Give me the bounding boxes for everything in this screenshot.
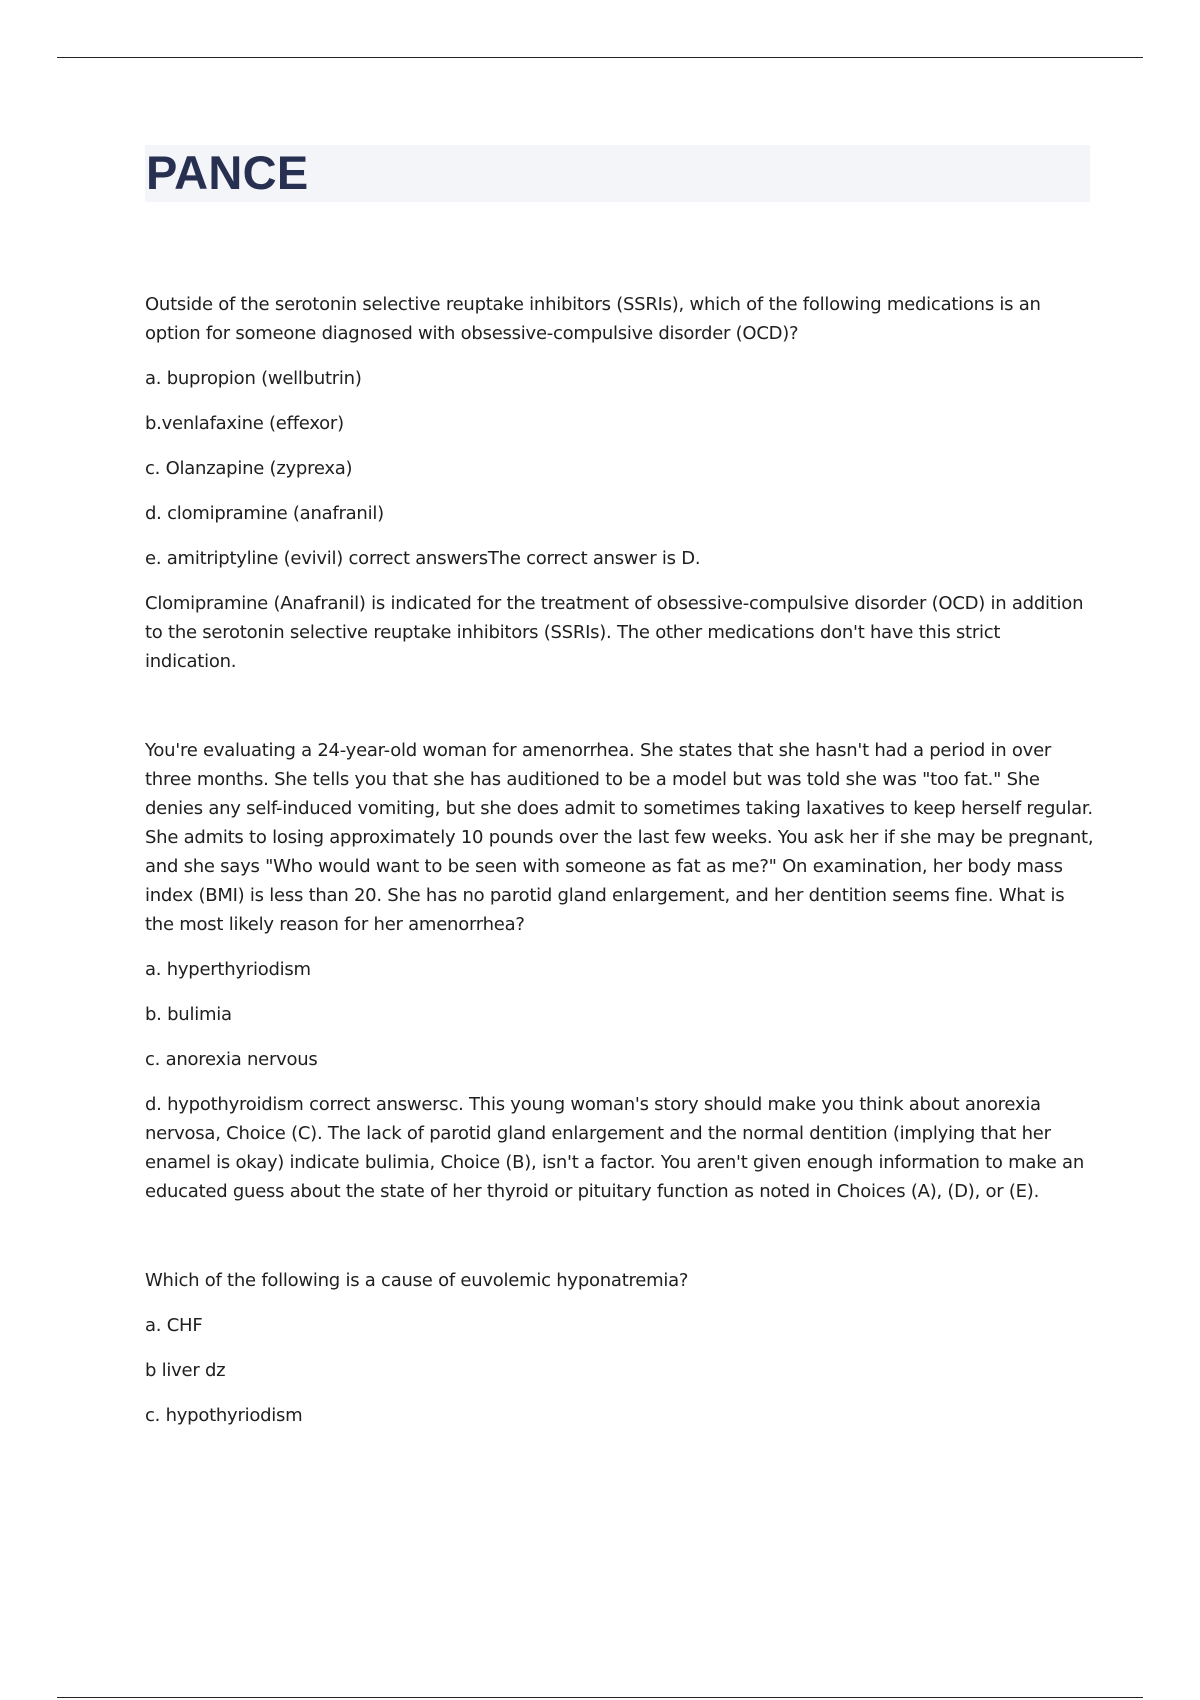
- question-prompt: You're evaluating a 24-year-old woman for amenorrhea. She states that she hasn't had a period in over three months. She tells you that she has auditioned to be a model but was told she was "too fat." She denies any self-induced vomiting, but she does admit to sometimes taking laxatives to keep herself regular. She admits to losing approximately 10 pounds over the last few weeks. You ask her if she may be pregnant, and she says "Who would want to be seen with someone as fat as me?" On examination, her body mass index (BMI) is less than 20. She has no parotid gland enlargement, and her dentition seems fine. What is the most likely reason for her amenorrhea?: [145, 740, 1094, 935]
- answer-option: d. clomipramine (anafranil): [145, 503, 384, 524]
- answer-option: a. CHF: [145, 1315, 203, 1336]
- answer-option: a. hyperthyriodism: [145, 959, 311, 980]
- document-body: [145, 290, 1095, 1430]
- bottom-rule: [57, 1697, 1143, 1698]
- answer-option: c. Olanzapine (zyprexa): [145, 458, 353, 479]
- answer-option: b.venlafaxine (effexor): [145, 413, 344, 434]
- question-block-3: [145, 1266, 1095, 1430]
- answer-option: d. hypothyroidism correct answersc. This young woman's story should make you think about anorexia nervosa, Choice (C). The lack of parotid gland enlargement and the normal dentition (implying that her enamel is okay) indicate bulimia, Choice (B), isn't a factor. You aren't given enough information to make an educated guess about the state of her thyroid or pituitary function as noted in Choices (A), (D), or (E).: [145, 1094, 1084, 1202]
- answer-explanation: Clomipramine (Anafranil) is indicated for the treatment of obsessive-compulsive disorder (OCD) in addition to the serotonin selective reuptake inhibitors (SSRIs). The other medications don't have this strict indication.: [145, 593, 1084, 672]
- question-block-1: [145, 290, 1095, 676]
- answer-option: a. bupropion (wellbutrin): [145, 368, 362, 389]
- question-block-2: [145, 736, 1095, 1206]
- answer-option: c. anorexia nervous: [145, 1049, 318, 1070]
- top-rule: [57, 57, 1143, 58]
- answer-option: b liver dz: [145, 1360, 226, 1381]
- answer-option: b. bulimia: [145, 1004, 232, 1025]
- answer-option: c. hypothyriodism: [145, 1405, 303, 1426]
- answer-option: e. amitriptyline (evivil) correct answersThe correct answer is D.: [145, 548, 701, 569]
- page-title: PANCE: [146, 146, 309, 199]
- question-prompt: Which of the following is a cause of euvolemic hyponatremia?: [145, 1270, 689, 1291]
- question-prompt: Outside of the serotonin selective reuptake inhibitors (SSRIs), which of the following medications is an option for someone diagnosed with obsessive-compulsive disorder (OCD)?: [145, 294, 1041, 344]
